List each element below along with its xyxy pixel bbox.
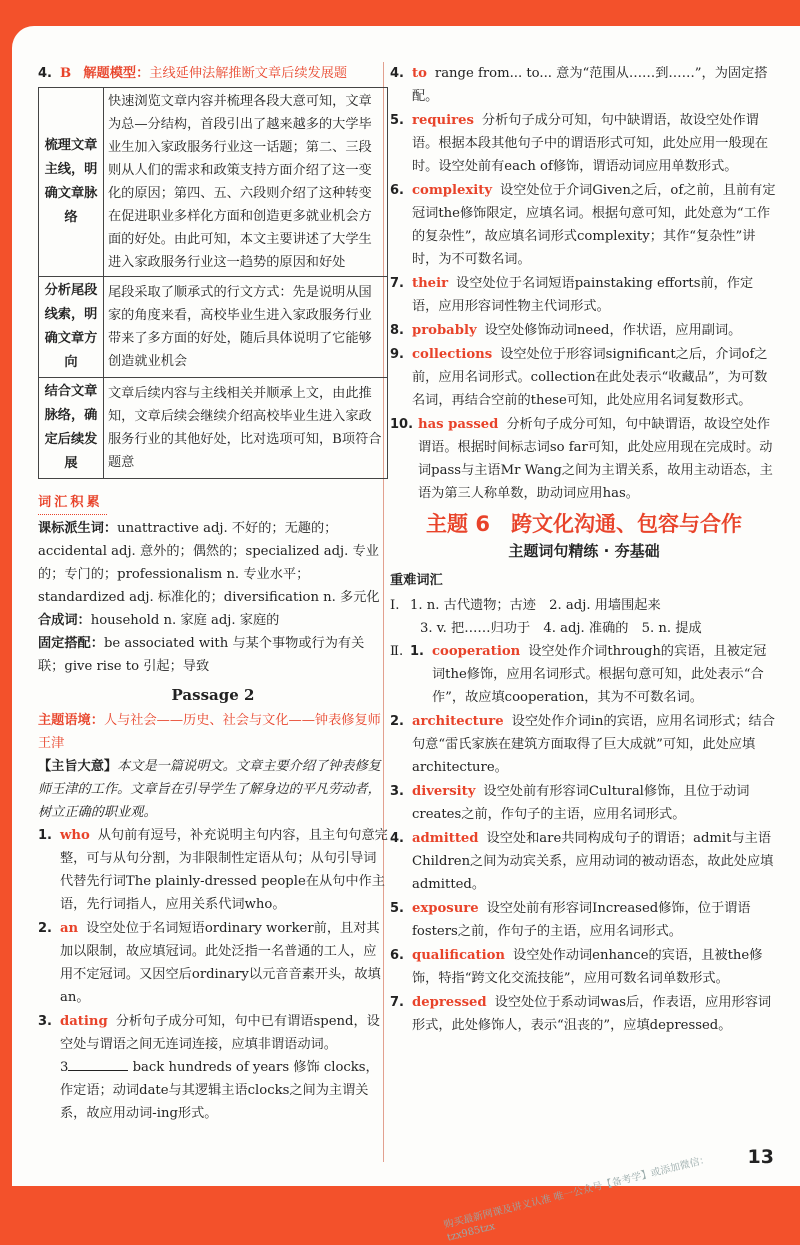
theme-context [38, 709, 388, 755]
answer-key: exposure [412, 901, 479, 916]
roman-number: Ⅱ. [390, 644, 404, 659]
explanation: 分析句子成分可知，句中已有谓语spend，设空处与谓语之间无连词连接，应填非谓语动词。 [60, 1014, 380, 1052]
explanation: back hundreds of years 修饰 clocks，作定语；动词date与其逻辑主语clocks之间为主谓关系，故应用动词-ing形式。 [60, 1060, 379, 1121]
answer-item [390, 272, 778, 318]
answer-item [390, 62, 778, 108]
roman-number: Ⅰ. [390, 598, 400, 613]
answer-item [390, 710, 778, 779]
table-row [39, 88, 388, 277]
table-cell: 快速浏览文章内容并梳理各段大意可知，文章为总—分结构，首段引出了越来越多的大学毕业生加入家政服务行业这一话题；第二、三段则从人们的需求和政策支持方面介绍了这一变化的原因；第四、五、六段则介绍了这种转变在促进职业多样化方面和创造更多就业机会方面的好处。由此可知，本文主要讲述了大学生进入家政服务行业这一趋势的原因和好处 [104, 88, 388, 277]
table-row [39, 277, 388, 378]
answer-key: collections [412, 347, 493, 362]
vocab-label: 课标派生词： [38, 521, 118, 536]
answer-item [390, 319, 778, 342]
explanation: 设空处位于系动词was后，作表语，应用形容词形式，此处修饰人，表示“沮丧的”，应填depressed。 [412, 995, 772, 1033]
main-idea-text: 本文是一篇说明文。文章主要介绍了钟表修复师王津的工作。文章旨在引导学生了解身边的平凡劳动者，树立正确的职业观。 [38, 759, 381, 820]
answer-item [390, 827, 778, 896]
explanation: 设空处位于名词短语ordinary worker前，且对其加以限制，故应填冠词。此处泛指一名普通的工人，应用不定冠词。又因空后ordinary以元音音素开头，故填an。 [60, 921, 381, 1005]
part-one-line: 1. n. 古代遗物；古迹 2. adj. 用墙围起来 [410, 598, 661, 613]
table-cell: 尾段采取了顺承式的行文方式：先是说明从国家的角度来看，高校毕业生进入家政服务行业带来了多方面的好处，随后具体说明了它能够创造就业机会 [104, 277, 388, 378]
blank-number: 3 [60, 1060, 69, 1075]
answer-item [410, 640, 778, 709]
answer-item [390, 109, 778, 178]
topic-subtitle: 主题词句精练 · 夯基础 [508, 542, 660, 560]
answer-key: depressed [412, 995, 487, 1010]
answer-item [390, 944, 778, 990]
watermark: 购买最新网课及讲义认准 唯一公众号【备考学】或添加微信：tzx985tzx [442, 1154, 711, 1244]
vocab-phrases [38, 632, 388, 678]
answer-item [38, 917, 388, 1009]
theme-text: 人与社会——历史、社会与文化——钟表修复师王津 [38, 713, 381, 751]
table-cell: 文章后续内容与主线相关并顺承上文，由此推知，文章后续会继续介绍高校毕业生进入家政服务行业的其他好处，比对选项可知，B项符合题意 [104, 378, 388, 479]
answer-key: who [60, 828, 90, 843]
item-number: 1. [410, 644, 424, 659]
item-number: 3. [38, 1014, 52, 1029]
analysis-table [38, 87, 388, 479]
answer-item [38, 824, 388, 916]
vocab-text: unattractive adj. 不好的；无趣的；accidental adj. 意外的；偶然的；specialized adj. 专业的；专门的；professionalism n. 专业水平；standardized adj. 标准化的；diversification n. 多元化 [38, 521, 380, 605]
answer-key: dating [60, 1014, 108, 1029]
blank-line [68, 1056, 128, 1071]
item-number: 4. [390, 66, 404, 81]
explanation: 设空处前有形容词Cultural修饰，且位于动词creates之前，作句子的主语，应用名词形式。 [412, 784, 750, 822]
theme-label: 主题语境： [38, 713, 104, 728]
answer-key: diversity [412, 784, 476, 799]
answer-key: complexity [412, 183, 493, 198]
item-number: 7. [390, 276, 404, 291]
answer-item [390, 897, 778, 943]
explanation: 设空处修饰动词need，作状语，应用副词。 [484, 323, 742, 338]
answer-item [390, 343, 778, 412]
model-text: 主线延伸法解推断文章后续发展题 [149, 66, 348, 81]
item-number: 9. [390, 347, 404, 362]
answer-item [390, 413, 778, 505]
answer-key: probably [412, 323, 477, 338]
item-number: 10. [390, 417, 414, 432]
explanation: 设空处位于介词Given之后，of之前，且前有定冠词the修饰限定，应填名词。根据句意可知，此处意为“工作的复杂性”，故应填名词形式complexity；其作“复杂性”讲时，为不可数名词。 [412, 183, 776, 267]
answer-key: cooperation [432, 644, 521, 659]
left-column [38, 62, 388, 1126]
explanation: 从句前有逗号，补充说明主句内容，且主句句意完整，可与从句分割，为非限制性定语从句；从句引导词代替先行词The plainly-dressed people在从句中作主语，先行词指人，应用关系代词who。 [60, 828, 388, 912]
part-one-line: 3. v. 把……归功于 4. adj. 准确的 5. n. 提成 [420, 621, 702, 636]
answer-key: has passed [418, 417, 499, 432]
answer-item [390, 780, 778, 826]
item-number: 4. [390, 831, 404, 846]
explanation: range from... to... 意为“范围从……到……”，为固定搭配。 [412, 66, 768, 104]
right-column [390, 62, 778, 1038]
page [12, 26, 800, 1244]
answer-key: B [60, 66, 72, 81]
item-number: 5. [390, 901, 404, 916]
answer-item-4 [38, 62, 388, 85]
explanation: 设空处位于名词短语painstaking efforts前，作定语，应用形容词性物主代词形式。 [412, 276, 754, 314]
vocab-heading: 词汇积累 [38, 491, 107, 515]
item-number: 8. [390, 323, 404, 338]
item-number: 7. [390, 995, 404, 1010]
table-row [39, 378, 388, 479]
vocab-compound [38, 609, 388, 632]
answer-item [390, 991, 778, 1037]
vocab-label: 固定搭配： [38, 636, 104, 651]
table-head: 结合文章脉络，确定后续发展 [39, 378, 104, 479]
item-number: 2. [390, 714, 404, 729]
explanation: 设空处作介词in的宾语，应用名词形式；结合句意“雷氏家族在建筑方面取得了巨大成就”可知，此处应填architecture。 [412, 714, 775, 775]
answer-key: architecture [412, 714, 504, 729]
passage-title: Passage 2 [171, 686, 255, 704]
answer-key: an [60, 921, 79, 936]
table-head: 梳理文章主线，明确文章脉络 [39, 88, 104, 277]
vocab-label: 合成词： [38, 613, 91, 628]
answer-key: requires [412, 113, 474, 128]
explanation: 设空处位于形容词significant之后，介词of之前，应用名词形式。collection在此处表示“收藏品”，为可数名词，再结合空前的these可知，此处应用名词复数形式。 [412, 347, 768, 408]
item-number: 5. [390, 113, 404, 128]
answer-key: their [412, 276, 449, 291]
explanation-cont [60, 1056, 388, 1125]
table-head: 分析尾段线索，明确文章方向 [39, 277, 104, 378]
item-number: 1. [38, 828, 52, 843]
part-two [390, 640, 778, 709]
explanation: 设空处前有形容词Increased修饰，位于谓语fosters之前，作句子的主语，应用名词形式。 [412, 901, 751, 939]
page-number: 13 [747, 1146, 774, 1168]
answer-key: qualification [412, 948, 506, 963]
item-number: 4. [38, 66, 52, 81]
main-idea-label: 【主旨大意】 [38, 759, 118, 774]
item-number: 6. [390, 948, 404, 963]
vocab-text: be associated with 与某个事物或行为有关联；give rise to 引起；导致 [38, 636, 365, 674]
explanation: 设空处和are共同构成句子的谓语；admit与主语Children之间为动宾关系，应用动词的被动语态，故此处应填admitted。 [412, 831, 774, 892]
answer-item [390, 179, 778, 271]
explanation: 分析句子成分可知，句中缺谓语，故设空处作谓语。根据时间标志词so far可知，此处应用现在完成时。动词pass与主语Mr Wang之间为主谓关系，故用主动语态，主语为第三人称单数，助动词应用has。 [418, 417, 773, 501]
section-heading: 重难词汇 [390, 573, 443, 588]
item-number: 3. [390, 784, 404, 799]
main-idea [38, 755, 388, 824]
part-one [390, 594, 778, 640]
explanation: 分析句子成分可知，句中缺谓语，故设空处作谓语。根据本段其他句子中的谓语形式可知，此处应用一般现在时。设空处前有each of修饰，谓语动词应用单数形式。 [412, 113, 769, 174]
item-number: 2. [38, 921, 52, 936]
topic-title: 主题 6 跨文化沟通、包容与合作 [426, 512, 742, 536]
answer-key: admitted [412, 831, 479, 846]
model-label: 解题模型： [83, 66, 150, 81]
vocab-derived [38, 517, 388, 609]
answer-key: to [412, 66, 427, 81]
explanation: 设空处作介词through的宾语，且被定冠词the修饰，应用名词形式。根据句意可知，此处表示“合作”，故应填cooperation，其为不可数名词。 [432, 644, 767, 705]
explanation: 设空处作动词enhance的宾语，且被the修饰，特指“跨文化交流技能”，应用可数名词单数形式。 [412, 948, 763, 986]
vocab-text: household n. 家庭 adj. 家庭的 [90, 613, 280, 628]
answer-item [38, 1010, 388, 1125]
item-number: 6. [390, 183, 404, 198]
